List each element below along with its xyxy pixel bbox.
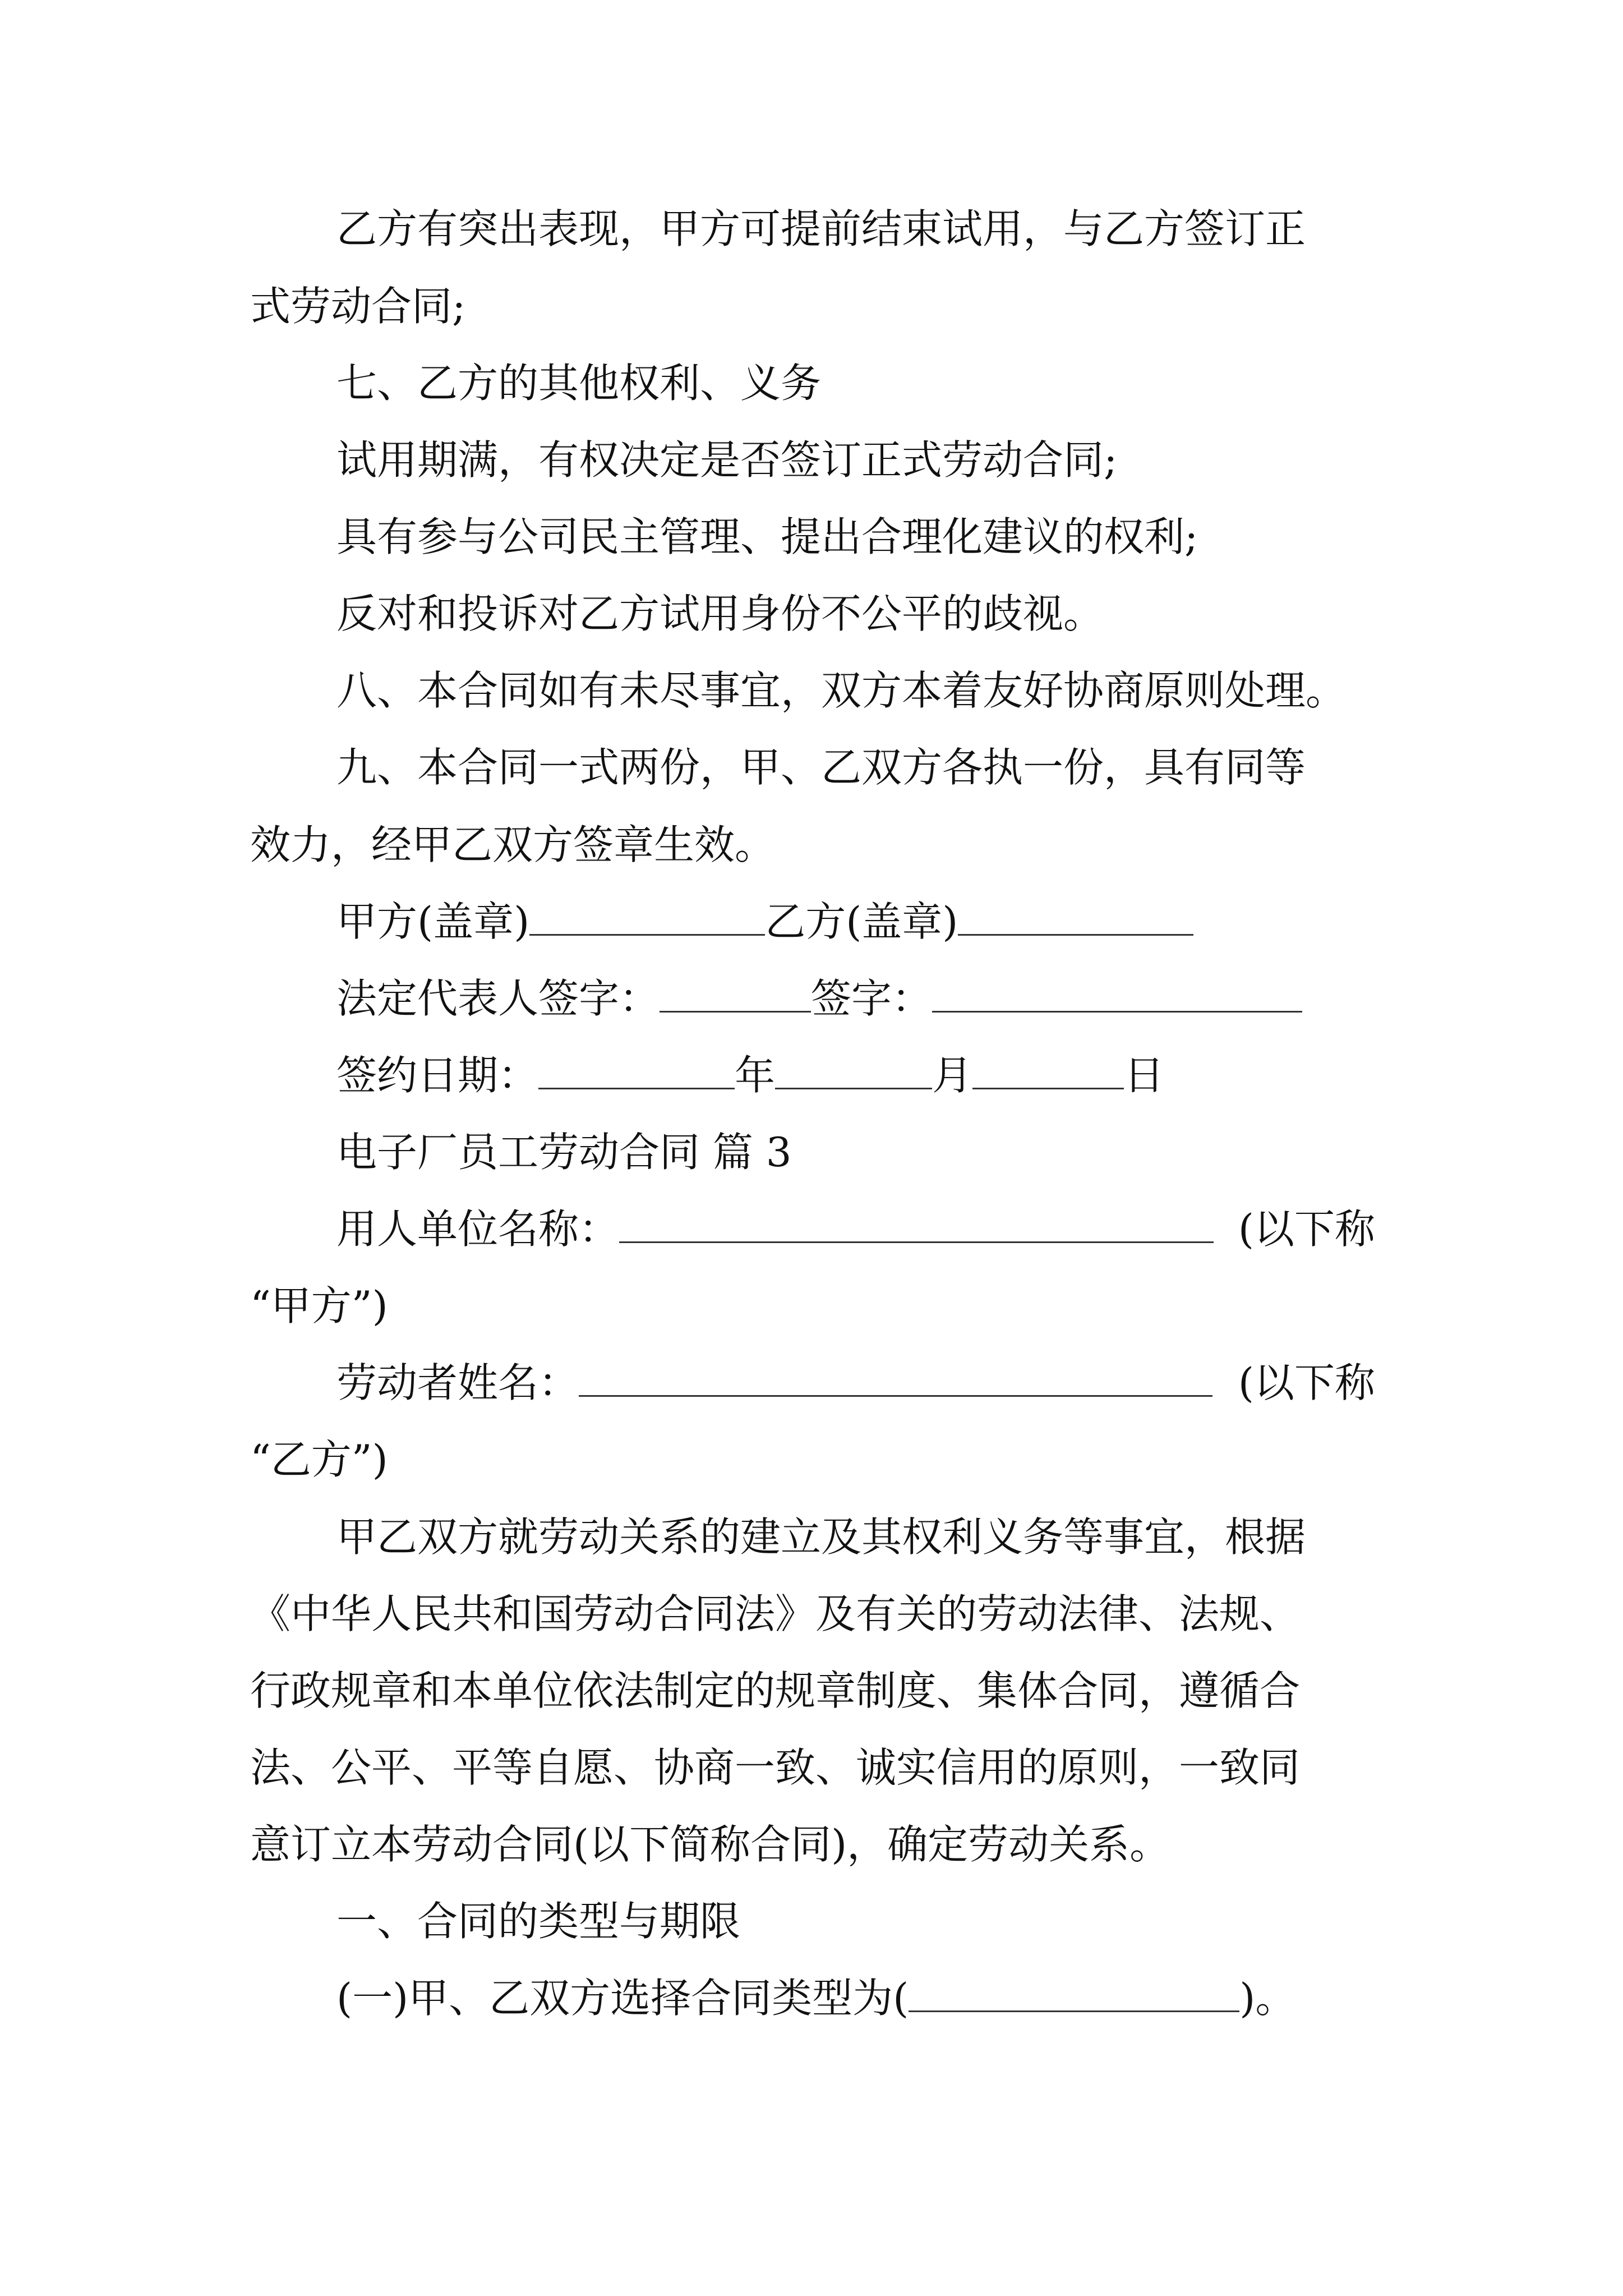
month-label: 月 (932, 1052, 973, 1099)
sign-label: 签字： (811, 975, 933, 1022)
worker-label: 劳动者姓名： (336, 1359, 579, 1406)
year-label: 年 (735, 1052, 776, 1099)
month-blank[interactable] (775, 1050, 932, 1089)
paragraph: 具有参与公司民主管理、提出合理化建议的权利; (336, 513, 1198, 560)
clause-prefix: (一)甲、乙双方选择合同类型为( (336, 1975, 909, 2022)
section-title: 电子厂员工劳动合同 篇 3 (336, 1129, 792, 1176)
paragraph: 法、公平、平等自愿、协商一致、诚实信用的原则，一致同 (250, 1744, 1301, 1791)
party-b-blank[interactable] (958, 896, 1193, 936)
party-b-label: 乙方(盖章) (765, 898, 958, 945)
paragraph: “乙方”) (250, 1436, 388, 1483)
day-label: 日 (1124, 1052, 1165, 1099)
employer-row (0, 1198, 1375, 1260)
paragraph: 试用期满，有权决定是否签订正式劳动合同; (336, 436, 1118, 484)
paragraph: 效力，经甲乙双方签章生效。 (250, 821, 776, 868)
worker-suffix: (以下称 (1238, 1359, 1375, 1406)
party-a-label: 甲方(盖章) (336, 898, 530, 945)
paragraph: 甲乙双方就劳动关系的建立及其权利义务等事宜，根据 (336, 1513, 1306, 1561)
day-blank[interactable] (972, 1050, 1124, 1089)
paragraph: “甲方”) (250, 1282, 388, 1329)
section-heading: 八、本合同如有未尽事宜，双方本着友好协商原则处理。 (336, 667, 1347, 714)
clause-row (0, 1967, 1623, 2029)
worker-row (0, 1352, 1375, 1414)
paragraph: 意订立本劳动合同(以下简称合同)，确定劳动关系。 (250, 1821, 1170, 1868)
party-a-blank[interactable] (529, 896, 765, 936)
employer-label: 用人单位名称： (336, 1205, 620, 1253)
year-blank[interactable] (538, 1050, 735, 1089)
sign-blank[interactable] (932, 973, 1302, 1013)
signature-row-legal-rep (0, 968, 1623, 1029)
section-heading: 七、乙方的其他权利、义务 (336, 360, 822, 407)
paragraph: 《中华人民共和国劳动合同法》及有关的劳动法律、法规、 (250, 1590, 1301, 1637)
worker-blank[interactable] (579, 1357, 1212, 1397)
legal-rep-blank[interactable] (660, 973, 811, 1013)
paragraph: 行政规章和本单位依法制定的规章制度、集体合同，遵循合 (250, 1667, 1301, 1714)
date-label: 签约日期： (336, 1052, 539, 1099)
section-heading: 九、本合同一式两份，甲、乙双方各执一份，具有同等 (336, 744, 1306, 791)
employer-suffix: (以下称 (1238, 1205, 1375, 1253)
employer-blank[interactable] (619, 1203, 1214, 1243)
clause-suffix: )。 (1239, 1975, 1296, 2022)
signature-row-parties (0, 891, 1623, 953)
section-heading: 一、合同的类型与期限 (336, 1898, 741, 1945)
paragraph: 式劳动合同; (250, 283, 466, 330)
paragraph: 乙方有突出表现，甲方可提前结束试用，与乙方签订正 (336, 205, 1306, 252)
paragraph: 反对和投诉对乙方试用身份不公平的歧视。 (336, 590, 1104, 637)
signature-row-date (0, 1045, 1623, 1106)
contract-type-blank[interactable] (909, 1972, 1239, 2012)
legal-rep-label: 法定代表人签字： (336, 975, 660, 1022)
